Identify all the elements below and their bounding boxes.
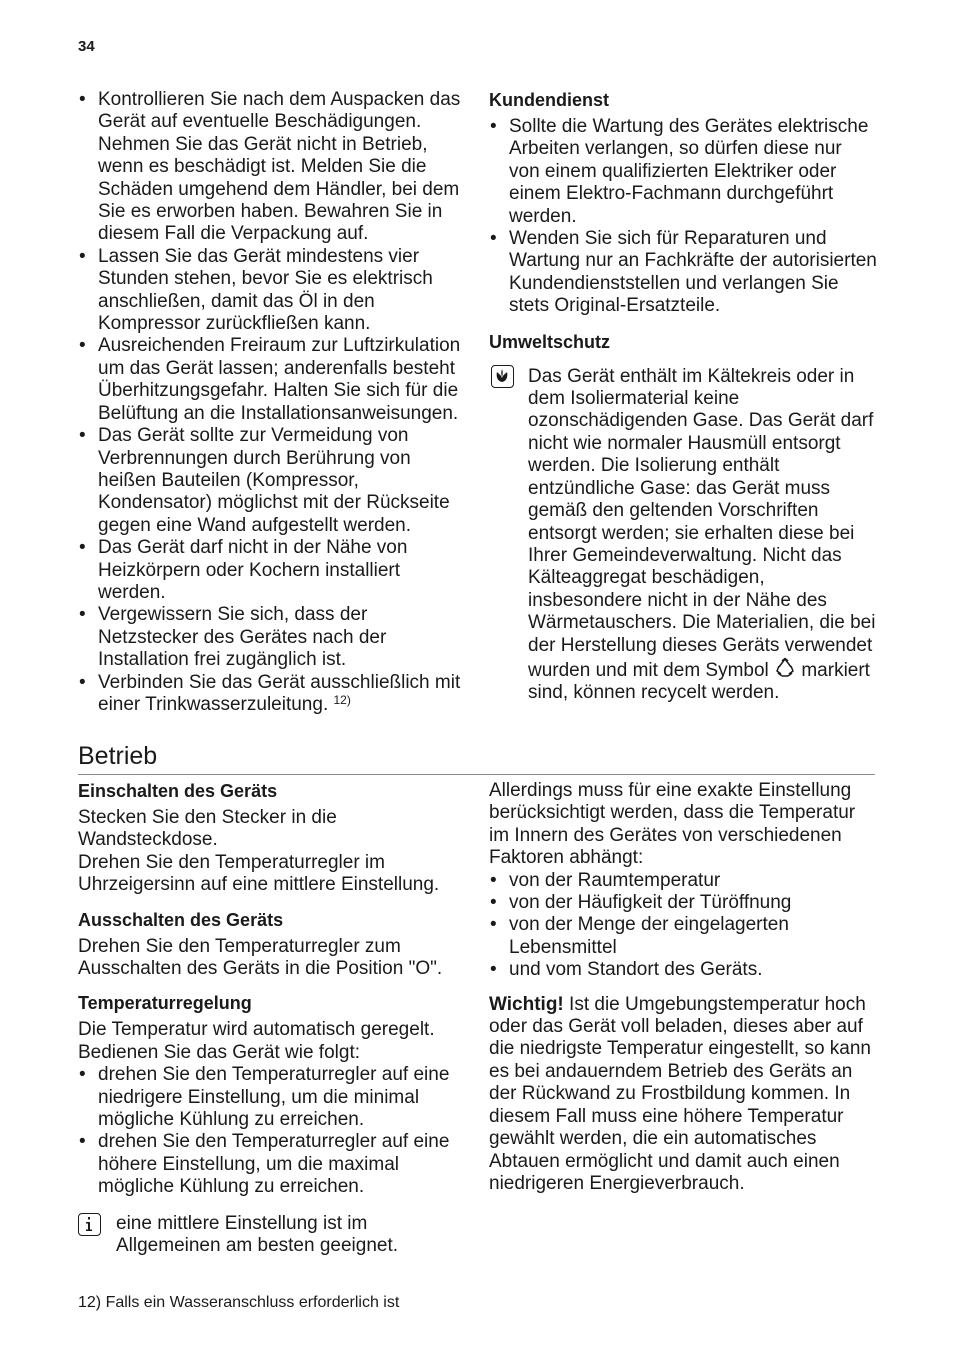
installation-bullet: • Kontrollieren Sie nach dem Auspacken das Gerät auf eventuelle Beschädigungen. Nehmen Sie das Gerät nicht in Betrieb, wenn es beschädigt ist. Melden Sie die Schäden umgehend dem Händler, bei dem Sie es erworben haben. Bewahren Sie in diesem Fall die Verpackung auf. xyxy=(78,89,466,246)
temperaturregelung-bullet-list xyxy=(78,1064,466,1198)
einschalten-heading: Einschalten des Geräts xyxy=(78,781,278,801)
temperaturregelung-bullet: • drehen Sie den Temperaturregler auf eine höhere Einstellung, um die maximal mögliche Kühlung zu erreichen. xyxy=(78,1131,466,1198)
footnote: 12) Falls ein Wasseranschluss erforderlich ist xyxy=(78,1294,400,1311)
temperaturregelung-text: Bedienen Sie das Gerät wie folgt: xyxy=(78,1041,361,1063)
ausschalten-heading: Ausschalten des Geräts xyxy=(78,909,284,930)
page-number: 34 xyxy=(78,38,95,55)
temperaturregelung-text: Die Temperatur wird automatisch geregelt. xyxy=(78,1019,435,1041)
important-text: Ist die Umgebungstemperatur hoch oder das Gerät voll beladen, dieses aber auf die niedrigste Temperatur eingestellt, so kann es bei andauerndem Betrieb des Geräts an der Rückwand zu Frostbildung kommen. In diesem Fall muss eine höhere Temperatur gewählt werden, die ein automatisches Abtauen ermöglicht und damit auch einen niedrigeren Energieverbrauch. xyxy=(489,993,871,1194)
kundendienst-bullet-list xyxy=(489,116,877,318)
operation-right-column xyxy=(489,780,877,1195)
installation-bullet: • Vergewissern Sie sich, dass der Netzstecker des Gerätes nach der Installation frei zugänglich ist. xyxy=(78,604,466,671)
info-text: eine mittlere Einstellung ist im Allgemeinen am besten geeignet. xyxy=(116,1212,399,1257)
factor-bullet: • und vom Standort des Geräts. xyxy=(489,959,877,981)
info-icon xyxy=(78,1213,101,1236)
installation-bullet: • Das Gerät darf nicht in der Nähe von Heizkörpern oder Kochern installiert werden. xyxy=(78,537,466,604)
umweltschutz-heading: Umweltschutz xyxy=(489,331,611,352)
ausschalten-text: Drehen Sie den Temperaturregler zum Ausschalten des Geräts in die Position "O". xyxy=(78,935,443,980)
important-label: Wichtig! xyxy=(489,993,564,1015)
installation-list-column xyxy=(78,89,466,716)
installation-bullet: • Lassen Sie das Gerät mindestens vier Stunden stehen, bevor Sie es elektrisch anschließen, damit das Öl in den Kompressor zurückfließen kann. xyxy=(78,246,466,336)
factor-bullet: • von der Häufigkeit der Türöffnung xyxy=(489,892,877,914)
einschalten-text: Stecken Sie den Stecker in die Wandsteckdose. xyxy=(78,807,337,851)
installation-bullet: • Ausreichenden Freiraum zur Luftzirkulation um das Gerät lassen; anderenfalls besteht Überhitzungsgefahr. Halten Sie sich für die Belüftung an die Installationsanweisungen. xyxy=(78,335,466,425)
umweltschutz-block xyxy=(489,366,877,705)
factors-intro: Allerdings muss für eine exakte Einstellung berücksichtigt werden, dass die Temperatur im Innern des Gerätes von verschiedenen Faktoren abhängt: xyxy=(489,780,856,869)
service-column xyxy=(489,89,877,705)
installation-bullet-list xyxy=(78,89,466,716)
info-note xyxy=(78,1213,466,1258)
recycle-icon xyxy=(774,657,796,679)
important-note xyxy=(489,994,877,1196)
environment-leaf-icon xyxy=(491,365,514,388)
factors-bullet-list xyxy=(489,870,877,982)
installation-bullet-text: Verbinden Sie das Gerät ausschließlich mit einer Trinkwasserzuleitung. xyxy=(98,671,461,715)
section-title-betrieb: Betrieb xyxy=(78,741,875,775)
umweltschutz-text: Das Gerät enthält im Kältekreis oder in dem Isoliermaterial keine ozonschädigenden Gase. Das Gerät darf nicht wie normaler Hausmüll entsorgt werden. Die Isolierung enthält entzündliche Gase: das Gerät muss gemäß den geltenden Vorschriften entsorgt werden; sie erhalten diese bei Ihrer Gemeindeverwaltung. Nicht das Kälteaggregat beschädigen, insbesondere nicht in der Nähe des Wärmetauschers. Die Materialien, die bei der Herstellung dieses Geräts verwendet wurden und mit dem Symbol xyxy=(528,365,876,681)
einschalten-text: Drehen Sie den Temperaturregler im Uhrzeigersinn auf eine mittlere Einstellung. xyxy=(78,851,440,896)
installation-bullet-last xyxy=(78,672,466,717)
temperaturregelung-heading: Temperaturregelung xyxy=(78,993,252,1014)
factor-bullet: • von der Menge der eingelagerten Lebensmittel xyxy=(489,914,877,959)
kundendienst-bullet: • Wenden Sie sich für Reparaturen und Wartung nur an Fachkräfte der autorisierten Kundendienststellen und verlangen Sie stets Original-Ersatzteile. xyxy=(489,228,877,318)
umweltschutz-text-end: markiert sind, können recycelt werden. xyxy=(528,659,870,704)
temperaturregelung-bullet: • drehen Sie den Temperaturregler auf eine niedrigere Einstellung, um die minimal mögliche Kühlung zu erreichen. xyxy=(78,1064,466,1131)
installation-bullet: • Das Gerät sollte zur Vermeidung von Verbrennungen durch Berührung von heißen Bauteilen (Kompressor, Kondensator) möglichst mit der Rückseite gegen eine Wand aufgestellt werden. xyxy=(78,425,466,537)
footnote-reference: 12) xyxy=(333,692,351,707)
kundendienst-heading: Kundendienst xyxy=(489,90,609,110)
kundendienst-bullet: • Sollte die Wartung des Gerätes elektrische Arbeiten verlangen, so dürfen diese nur von einem qualifizierten Elektriker oder einem Elektro-Fachmann durchgeführt werden. xyxy=(489,116,877,228)
operation-left-column xyxy=(78,780,466,1258)
factor-bullet: • von der Raumtemperatur xyxy=(489,870,877,892)
